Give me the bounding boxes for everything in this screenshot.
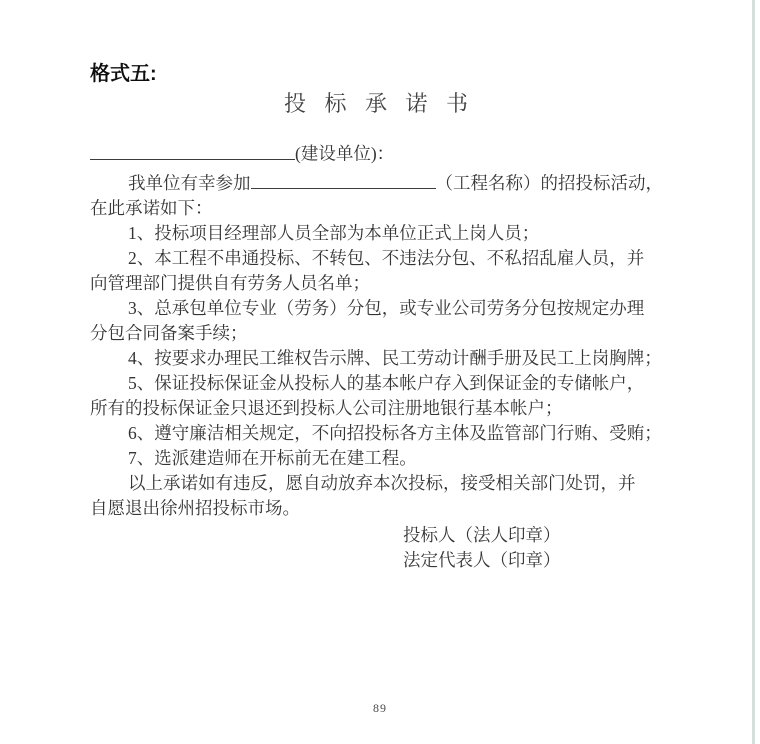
body-line <box>90 321 665 346</box>
body-text: 分包合同备案手续； <box>90 322 248 343</box>
addressee-line <box>90 143 665 164</box>
body-text: 7、选派建造师在开标前无在建工程。 <box>128 447 417 468</box>
bidder-signature-line: 投标人（法人印章） <box>403 524 561 545</box>
body-text: 1、投标项目经理部人员全部为本单位正式上岗人员； <box>128 222 540 243</box>
body-text: 6、遵守廉洁相关规定，不向招投标各方主体及监管部门行贿、受贿； <box>128 422 662 443</box>
body-line <box>90 171 665 196</box>
scan-edge-line <box>752 0 755 744</box>
body-text: 以上承诺如有违反，愿自动放弃本次投标，接受相关部门处罚，并 <box>128 472 636 493</box>
blank-fill-in-field[interactable] <box>251 172 436 189</box>
body-line <box>90 221 665 246</box>
body-text: 4、按要求办理民工维权告示牌、民工劳动计酬手册及民工上岗胸牌； <box>128 347 662 368</box>
addressee-blank-field[interactable] <box>90 143 295 160</box>
body-text: 我单位有幸参加 <box>128 172 251 193</box>
body-text: 5、保证投标保证金从投标人的基本帐户存入到保证金的专储帐户， <box>128 372 645 393</box>
body-line <box>90 396 665 421</box>
page-number: 89 <box>373 701 387 715</box>
signature-block <box>90 523 665 573</box>
body-text: 2、本工程不串通投标、不转包、不违法分包、不私招乱雇人员，并 <box>128 247 645 268</box>
body-text: 3、总承包单位专业（劳务）分包，或专业公司劳务分包按规定办理 <box>128 297 645 318</box>
body-line <box>90 371 665 396</box>
body-line <box>90 296 665 321</box>
document-content <box>90 62 665 573</box>
body-line <box>90 496 665 521</box>
body-line <box>90 271 665 296</box>
body-line <box>90 196 665 221</box>
document-body <box>90 171 665 521</box>
body-line <box>90 446 665 471</box>
document-title: 投 标 承 诺 书 <box>283 91 471 116</box>
body-line <box>90 471 665 496</box>
body-line <box>90 246 665 271</box>
body-line <box>90 421 665 446</box>
body-text: 向管理部门提供自有劳务人员名单； <box>90 272 370 293</box>
format-label: 格式五: <box>90 63 157 85</box>
legal-representative-signature-line: 法定代表人（印章） <box>403 549 561 570</box>
body-text: 所有的投标保证金只退还到投标人公司注册地银行基本帐户； <box>90 397 563 418</box>
body-text: 自愿退出徐州招投标市场。 <box>90 497 300 518</box>
body-text: 在此承诺如下： <box>90 197 213 218</box>
body-text: （工程名称）的招投标活动， <box>435 172 663 193</box>
body-line <box>90 346 665 371</box>
addressee-suffix: (建设单位)： <box>295 143 395 164</box>
